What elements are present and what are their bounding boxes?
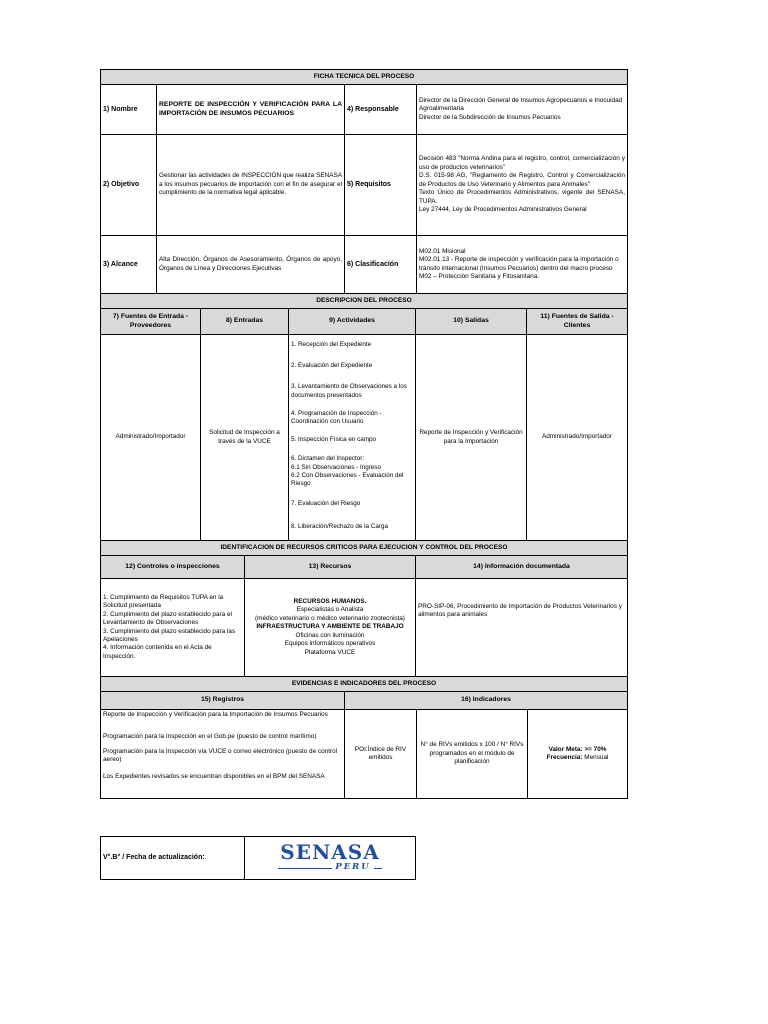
actividad-item: 3. Levantamiento de Observaciones a los documentos presentados (291, 383, 407, 399)
infraestructura-title: INFRAESTRUCTURA Y AMBIENTE DE TRABAJO (256, 623, 404, 631)
nombre-label: 1) Nombre (101, 85, 157, 135)
infraestructura-value: Oficinas con iluminación Equipos informáticos operativos Plataforma VUCE (284, 631, 376, 656)
header-row-objetivo (101, 135, 628, 236)
header-row-nombre (101, 85, 628, 135)
senasa-logo-text: SENASA (280, 840, 380, 865)
sheet-title: FICHA TECNICA DEL PROCESO (101, 70, 628, 85)
frecuencia-value: Mensual (584, 754, 609, 761)
proveedores-value: Administrado/Importador (101, 335, 201, 541)
col-indicadores: 16) Indicadores (345, 692, 628, 710)
process-sheet (100, 69, 627, 799)
senasa-logo-sub (247, 862, 413, 873)
process-table (100, 69, 628, 294)
objetivo-value: Gestionar las actividades de INSPECCIÓN que realiza SENASA a los insumos pecuarios de importación con el fin de asegurar el cumplimiento de la normativa legal aplicable. (157, 135, 345, 236)
entradas-value: Solicitud de Inspección a través de la VUCE (201, 335, 289, 541)
registro-item: Reporte de Inspección y Verificación para la Importación de Insumos Pecuarios (103, 711, 328, 718)
requisitos-label: 5) Requisitos (345, 135, 417, 236)
resources-body-row (101, 579, 628, 677)
registro-item: Programación para la Inspección vía VUCE o correo electrónico (puesto de control aereo) (103, 747, 338, 764)
col-recursos: 13) Recursos (245, 556, 416, 579)
responsable-label: 4) Responsable (345, 85, 417, 135)
registro-item: Los Expedientes revisados se encuentran disponibles en el BPM del SENASA (103, 772, 325, 780)
col-actividades: 9) Actividades (289, 309, 416, 335)
actividad-item: 8. Liberación/Rechazo de la Carga (291, 522, 388, 530)
actividad-item: 1. Recepción del Expediente (291, 340, 372, 348)
section-evidence: EVIDENCIAS E INDICADORES DEL PROCESO (101, 677, 628, 692)
objetivo-label: 2) Objetivo (101, 135, 157, 236)
actividades-cell (289, 335, 416, 541)
col-salidas: 10) Salidas (416, 309, 527, 335)
approval-footer (100, 836, 415, 880)
frecuencia-label: Frecuencia: (546, 754, 583, 761)
registro-item: Programación para la Inspección en el Gob.pe (puesto de control marítimo) (103, 733, 317, 741)
description-table (100, 293, 628, 541)
resources-table (100, 540, 628, 677)
recursos-cell (245, 579, 416, 677)
controles-value: 1. Cumplimiento de Requisitos TUPA en la Solicitud presentada 2. Cumplimiento del plazo establecido para el Levantamiento de Observaciones 3. Cumplimiento del plazo establecido para las Apelaciones 4. Información contenida en el Acta de Inspección. (101, 579, 245, 677)
col-entradas: 8) Entradas (201, 309, 289, 335)
actividad-item: 4. Programación de Inspección - Coordinación con Usuario (291, 409, 382, 425)
col-informacion: 14) Información documentada (416, 556, 628, 579)
evidence-header-row (101, 692, 628, 710)
description-header-row (101, 309, 628, 335)
clientes-value: Administrado/Importador (527, 335, 628, 541)
requisitos-value: Decisión 483 "Norma Andina para el registro, control, comercialización y uso de productos veterinarios" D.S. 015-98 AG, "Reglamento de Registro, Control y Comercialización de Productos de Uso Veterinario y Alimentos para Animales" Texto Único de Procedimientos Administrativos, vigente del SENASA, TUPA. Ley 27444, Ley de Procedimientos Administrativos General (417, 135, 628, 236)
senasa-logo (245, 837, 416, 880)
alcance-label: 3) Alcance (101, 236, 157, 294)
nombre-value: REPORTE DE INSPECCIÓN Y VERIFICACIÓN PARA LA IMPORTACIÓN DE INSUMOS PECUARIOS (157, 85, 345, 135)
clasificacion-label: 6) Clasificación (345, 236, 417, 294)
valor-meta-value: >= 70% (584, 745, 607, 753)
recursos-humanos-value: Especialistas o Analista (médico veterinario o médico veterinario zootecnista) (255, 606, 405, 622)
col-controles: 12) Controles o inspecciones (101, 556, 245, 579)
clasificacion-value: M02.01 Misional M02.01.13 - Reporte de inspección y verificación para la importación o tránsito internacional (Insumos Pecuarios) dentro del macro proceso M02 – Protección Sanitaria y Fitosanitaria. (417, 236, 628, 294)
approval-table (100, 836, 416, 880)
actividad-item: 2. Evaluación del Expediente (291, 362, 373, 370)
valor-meta-label: Valor Meta: (548, 745, 583, 753)
actividad-item: 6. Dictamen del Inspector: 6.1 Sin Observaciones - Ingreso 6.2 Con Observaciones - Evaluación del Riesgo (291, 455, 404, 488)
registros-cell (101, 710, 345, 799)
actividad-item: 7. Evaluación del Riesgo (291, 499, 361, 507)
logo-rule-icon (374, 868, 382, 869)
senasa-logo-country: PERU (335, 862, 371, 873)
evidence-body-row (101, 710, 628, 799)
recursos-humanos-title: RECURSOS HUMANOS. (293, 597, 367, 605)
indicador-meta-cell (528, 710, 628, 799)
indicador-nombre: POI:Índice de RIV emitidos (345, 710, 417, 799)
evidence-table (100, 676, 628, 799)
col-clientes: 11) Fuentes de Salida - Clientes (527, 309, 628, 335)
indicador-formula: N° de RIVs emitidos x 100 / N° RIVs programados en el módulo de planificación (417, 710, 528, 799)
salidas-value: Reporte de Inspección y Verificación para la Importación (416, 335, 527, 541)
section-resources: IDENTIFICACION DE RECURSOS CRITICOS PARA EJECUCION Y CONTROL DEL PROCESO (101, 541, 628, 556)
col-registros: 15) Registros (101, 692, 345, 710)
section-description: DESCRIPCION DEL PROCESO (101, 294, 628, 309)
actividades-list (289, 335, 415, 540)
header-row-alcance (101, 236, 628, 294)
informacion-value: PRO-SIP-06, Procedimiento de Importación de Productos Veterinarios y alimentos para animales (416, 579, 628, 677)
responsable-value: Director de la Dirección General de Insumos Agropecuarios e Inocuidad Agroalimentaria Director de la Subdirección de Insumos Pecuarios (417, 85, 628, 135)
resources-header-row (101, 556, 628, 579)
actividad-item: 5. Inspección Física en campo (291, 436, 377, 444)
logo-rule-icon (278, 868, 332, 869)
alcance-value: Alta Dirección, Órganos de Asesoramiento, Órganos de apoyo, Órganos de Línea y Direcciones Ejecutivas (157, 236, 345, 294)
approval-label: V°.B° / Fecha de actualización: (101, 837, 245, 880)
description-body-row (101, 335, 628, 541)
col-proveedores: 7) Fuentes de Entrada - Proveedores (101, 309, 201, 335)
